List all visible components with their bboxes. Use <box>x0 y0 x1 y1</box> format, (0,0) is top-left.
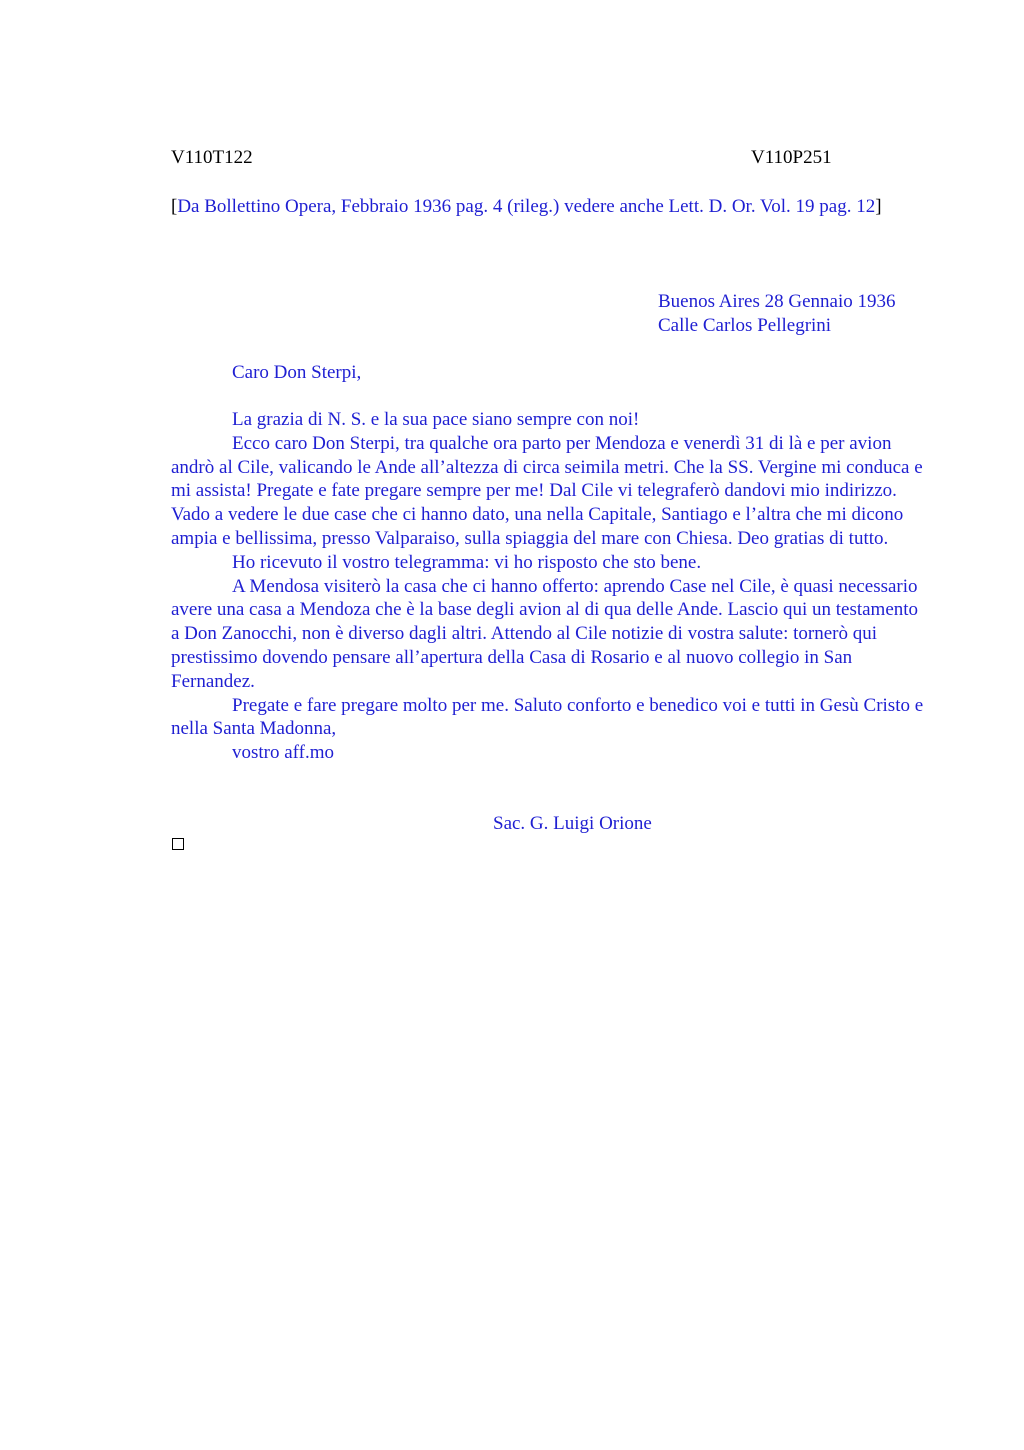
document-code-right: V110P251 <box>751 147 832 168</box>
paragraph: La grazia di N. S. e la sua pace siano sempre con noi! <box>232 409 640 430</box>
document-code-left: V110T122 <box>171 147 253 168</box>
paragraph: Ecco caro Don Sterpi, tra qualche ora parto per Mendoza e venerdì 31 di là e per avion andrò al Cile, valicando le Ande all’altezza di circa seimila metri. Che la SS. Vergine mi conduca e mi assista! Pregate e fate pregare sempre per me! Dal Cile vi telegraferò dandovi mio indirizzo. Vado a vedere le due case che ci hanno dato, una nella Capitale, Santiago e l’altra che mi dicono ampia e bellissima, presso Valparaiso, sulla spiaggia del mare con Chiesa. Deo gratias di tutto. <box>171 432 923 549</box>
signature: Sac. G. Luigi Orione <box>493 813 652 834</box>
letter-heading <box>658 290 958 338</box>
letter-body <box>171 408 931 765</box>
source-note-text: Da Bollettino Opera, Febbraio 1936 pag. 4 (rileg.) vedere anche Lett. D. Or. Vol. 19 pag. 12 <box>177 196 876 217</box>
paragraph: Pregate e fare pregare molto per me. Saluto conforto e benedico voi e tutti in Gesù Cristo e nella Santa Madonna, <box>171 694 924 740</box>
source-note-open-bracket: [ <box>171 196 178 217</box>
paragraph: A Mendosa visiterò la casa che ci hanno offerto: aprendo Case nel Cile, è quasi necessario avere una casa a Mendoza che è la base degli avion al di qua delle Ande. Lascio qui un testamento a Don Zanocchi, non è diverso dagli altri. Attendo al Cile notizie di vostra salute: tornerò qui prestissimo dovendo pensare all’apertura della Casa di Rosario e al nuovo collegio in San Fernandez. <box>171 575 919 692</box>
salutation: Caro Don Sterpi, <box>232 362 362 383</box>
source-note <box>171 195 931 219</box>
address: Calle Carlos Pellegrini <box>658 314 832 336</box>
end-square-icon <box>172 838 184 850</box>
source-note-close-bracket: ] <box>875 196 882 217</box>
paragraph: Ho ricevuto il vostro telegramma: vi ho risposto che sto bene. <box>232 551 702 573</box>
paragraph: vostro aff.mo <box>232 742 335 764</box>
place-date: Buenos Aires 28 Gennaio 1936 <box>658 291 896 312</box>
